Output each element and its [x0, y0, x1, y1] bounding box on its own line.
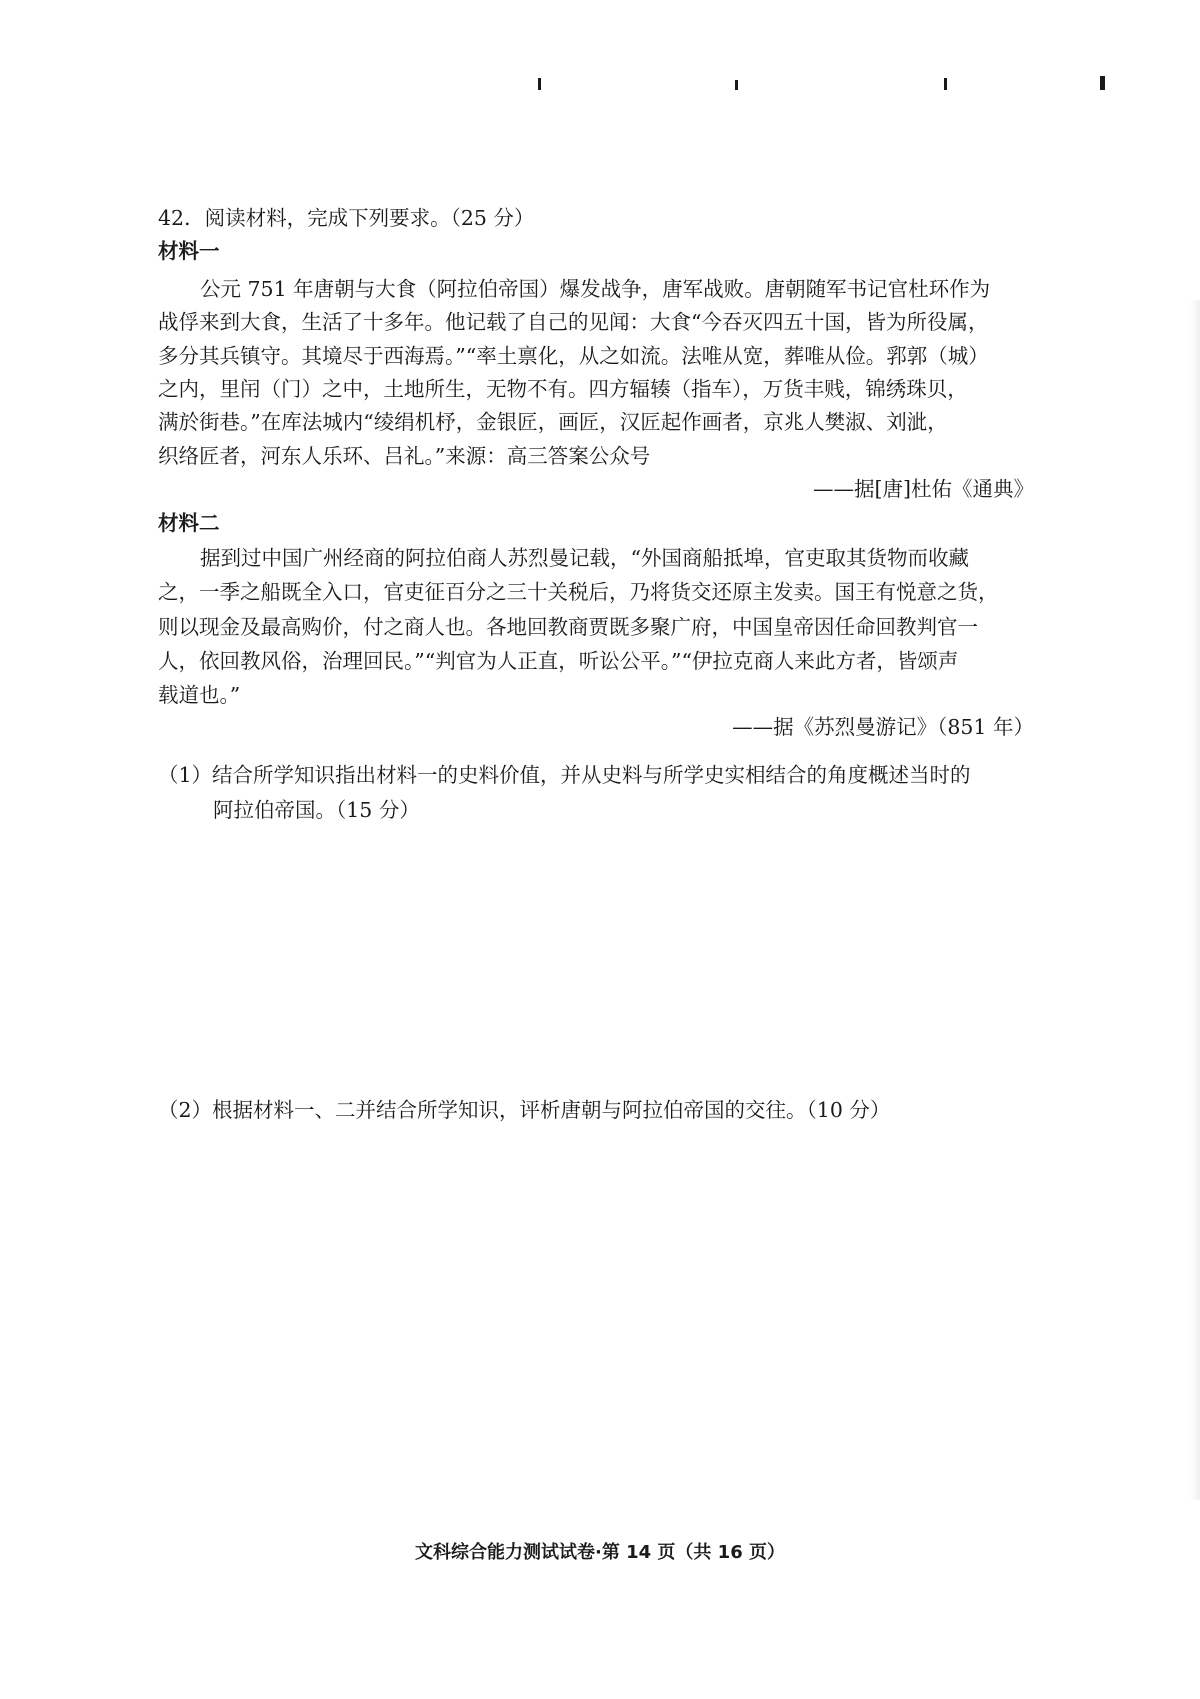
material1-line: 战俘来到大食，生活了十多年。他记载了自己的见闻：大食“今吞灭四五十国，皆为所役属，	[158, 310, 989, 334]
question-heading: 42．阅读材料，完成下列要求。（25 分）	[158, 206, 535, 230]
subquestion-1-cont: 阿拉伯帝国。（15 分）	[213, 798, 420, 822]
material2-source: ——据《苏烈曼游记》（851 年）	[732, 715, 1034, 739]
scan-mark	[538, 78, 541, 90]
material1-line: 公元 751 年唐朝与大食（阿拉伯帝国）爆发战争，唐军战败。唐朝随军书记官杜环作为	[200, 277, 991, 301]
subquestion-1: （1）结合所学知识指出材料一的史料价值，并从史料与所学史实相结合的角度概述当时的	[158, 763, 971, 787]
scan-mark	[944, 78, 947, 90]
scan-edge-shadow	[1190, 300, 1200, 1500]
material1-line: 织络匠者，河东人乐环、吕礼。”来源：高三答案公众号	[158, 444, 651, 468]
material2-line: 人，依回教风俗，治理回民。”“判官为人正直，听讼公平。”“伊拉克商人来此方者，皆颂声	[158, 649, 959, 673]
scan-mark	[735, 80, 738, 90]
material1-line: 满於街巷。”在库法城内“绫绢机杼，金银匠，画匠，汉匠起作画者，京兆人樊淑、刘泚，	[158, 410, 948, 434]
material1-source: ——据[唐]杜佑《通典》	[813, 477, 1034, 501]
material2-line: 则以现金及最高购价，付之商人也。各地回教商贾既多聚广府，中国皇帝因任命回教判官一	[158, 615, 978, 639]
subquestion-2: （2）根据材料一、二并结合所学知识，评析唐朝与阿拉伯帝国的交往。（10 分）	[158, 1098, 891, 1122]
material2-label: 材料二	[158, 511, 220, 535]
material2-line: 载道也。”	[158, 683, 241, 707]
material1-label: 材料一	[158, 239, 220, 263]
scan-mark	[1100, 76, 1105, 90]
material1-line: 之内，里闬（门）之中，土地所生，无物不有。四方辐辏（指车），万货丰贱，锦绣珠贝，	[158, 377, 968, 401]
material2-line: 据到过中国广州经商的阿拉伯商人苏烈曼记载，“外国商船抵埠，官吏取其货物而收藏	[200, 546, 969, 570]
material2-line: 之，一季之船既全入口，官吏征百分之三十关税后，乃将货交还原主发卖。国王有悦意之货，	[158, 580, 999, 604]
page-footer: 文科综合能力测试试卷·第 14 页（共 16 页）	[414, 1542, 785, 1563]
material1-line: 多分其兵镇守。其境尽于西海焉。”“率土禀化，从之如流。法唯从宽，葬唯从俭。郛郭（城）	[158, 344, 989, 368]
